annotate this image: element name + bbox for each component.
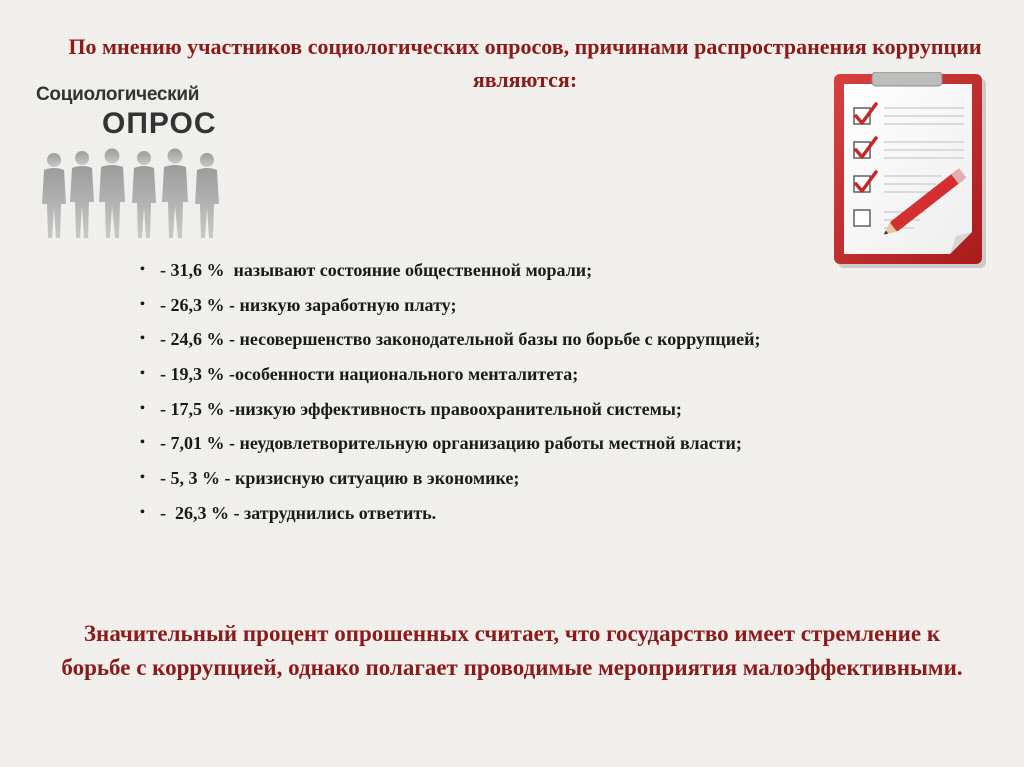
reason-text: называют состояние общественной морали; [233,260,593,280]
logo-word-poll: ОПРОС [102,107,217,140]
list-item [140,357,1000,392]
reason-text: - неудовлетворительную организацию работы местной власти; [229,433,742,454]
reason-text: -особенности национального менталитета; [229,364,579,385]
bullet: • [140,331,145,347]
list-item [140,288,1000,323]
bullet: • [140,262,145,277]
poll-logo [32,72,238,242]
reason-percent: - 5, 3 % [160,468,225,489]
reason-percent: - 7,01 % [160,433,229,454]
reason-percent: - 19,3 % [160,364,229,385]
logo-word-sociological: Социологический [36,84,200,105]
bullet: • [140,504,145,520]
reason-percent: - 31,6 % [160,260,234,280]
reason-percent: - 24,6 % [160,329,229,350]
reasons-list [140,253,1000,531]
reason-text: - низкую заработную плату; [229,294,457,315]
clipboard-checklist-icon [832,72,988,275]
conclusion-text: Значительный процент опрошенных считает, что государство имеет стремление к борьбе с коррупцией, однако полагает проводимые мероприятия малоэффективными. [61,621,963,680]
reason-text: - кризисную ситуацию в экономике; [224,468,520,489]
list-item [140,426,1000,461]
reason-percent: - 26,3 % [160,294,229,315]
reason-percent: - 17,5 % [160,398,229,419]
reason-text: -низкую эффективность правоохранительной системы; [229,398,682,419]
slide-title: По мнению участников социологических опросов, причинами распространения коррупции являются: [68,34,982,92]
list-item [140,253,1000,288]
list-item [140,322,1000,357]
people-silhouettes-icon [32,146,238,238]
bullet: • [140,366,145,382]
reason-percent: - 26,3 % [160,502,234,523]
list-item [140,461,1000,496]
list-item [140,392,1000,427]
bullet: • [140,435,145,451]
reason-text: - несовершенство законодательной базы по борьбе с коррупцией; [229,329,761,350]
list-item [140,496,1000,531]
bullet: • [140,470,145,486]
bullet: • [140,296,145,312]
reason-text: - затруднились ответить. [233,502,437,523]
bullet: • [140,400,145,416]
